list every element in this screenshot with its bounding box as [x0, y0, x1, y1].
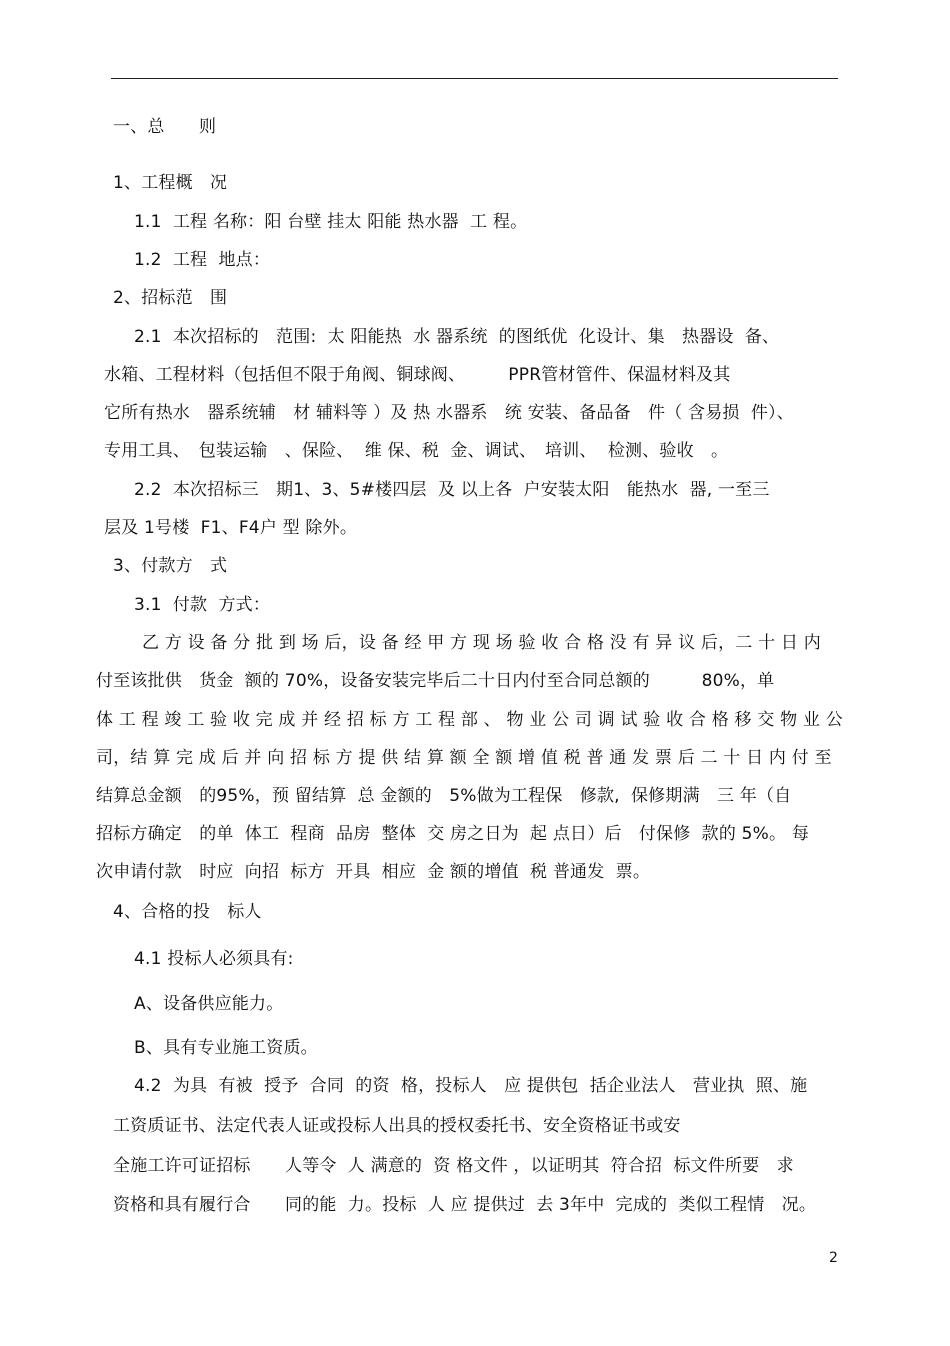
heading-1: 1、工程概 况 [113, 173, 228, 193]
payment-text-line: 乙 方 设 备 分 批 到 场 后，设 备 经 甲 方 现 场 验 收 合 格 没 有 异 议 后，二 十 日 内 [142, 633, 821, 653]
clause-4-1: 4.1 投标人必须具有: [134, 949, 294, 969]
clause-2-1-line: 2.1 本次招标的 范围: 太 阳能热 水 器系统 的图纸优 化设计、集 热器设 备、 [134, 327, 780, 347]
heading-2: 2、招标范 围 [113, 288, 228, 308]
section-title: 一、总 则 [113, 117, 217, 137]
clause-2-2-line: 2.2 本次招标三 期1、3、5#楼四层 及 以上各 户安装太阳 能热水 器, 一至三 [134, 480, 770, 500]
requirement-b: B、具有专业施工资质。 [134, 1038, 318, 1058]
clause-1-2: 1.2 工程 地点： [134, 250, 271, 270]
payment-text-line: 司，结 算 完 成 后 并 向 招 标 方 提 供 结 算 额 全 额 增 值 税 普 通 发 票 后 二 十 日 内 付 至 [96, 748, 832, 768]
heading-4: 4、合格的投 标人 [113, 902, 262, 922]
clause-2-1-line: 它所有热水 器系统辅 材 辅料等 ）及 热 水器系 统 安装、备品备 件（ 含易损 件）、 [104, 403, 794, 423]
clause-4-2-line: 工资质证书、法定代表人证或投标人出具的授权委托书、安全资格证书或安 [113, 1116, 681, 1136]
clause-3-1: 3.1 付款 方式： [134, 595, 271, 615]
payment-text-line: 体 工 程 竣 工 验 收 完 成 并 经 招 标 方 工 程 部 、 物 业 公 司 调 试 验 收 合 格 移 交 物 业 公 [96, 710, 843, 730]
clause-2-1-line: 专用工具、 包装运输 、保险、 维 保、税 金、调试、 培训、 检测、验收 。 [104, 441, 729, 461]
clause-4-2-line: 资格和具有履行合 同的能 力。投标 人 应 提供过 去 3年中 完成的 类似工程情 况。 [113, 1195, 817, 1215]
page-number: 2 [829, 1250, 838, 1266]
header-rule [111, 78, 838, 79]
payment-text-line: 结算总金额 的95%，预 留结算 总 金额的 5%做为工程保 修款, 保修期满 三 年（自 [96, 786, 792, 806]
clause-4-2-line: 全施工许可证招标 人等令 人 满意的 资 格文件 ，以证明其 符合招 标文件所要 求 [113, 1156, 794, 1176]
payment-text-line: 招标方确定 的单 体工 程商 品房 整体 交 房之日为 起 点日）后 付保修 款的 5%。 每 [96, 824, 810, 844]
clause-4-2-line: 4.2 为具 有被 授予 合同 的资 格，投标人 应 提供包 括企业法人 营业执 照、施 [134, 1076, 808, 1096]
payment-text-line: 次申请付款 时应 向招 标方 开具 相应 金 额的增值 税 普通发 票。 [96, 862, 651, 882]
clause-2-1-line: 水箱、工程材料（包括但不限于角阀、铜球阀、 PPR管材管件、保温材料及其 [104, 365, 731, 385]
requirement-a: A、设备供应能力。 [134, 994, 284, 1014]
clause-1-1: 1.1 工程 名称：阳 台壁 挂太 阳能 热水器 工 程。 [134, 212, 528, 232]
clause-2-2-line: 层及 1号楼 F1、F4户 型 除外。 [104, 518, 358, 538]
payment-text-line: 付至该批供 货金 额的 70%，设备安装完毕后二十日内付至合同总额的 80%，单 [96, 671, 775, 691]
heading-3: 3、付款方 式 [113, 556, 228, 576]
